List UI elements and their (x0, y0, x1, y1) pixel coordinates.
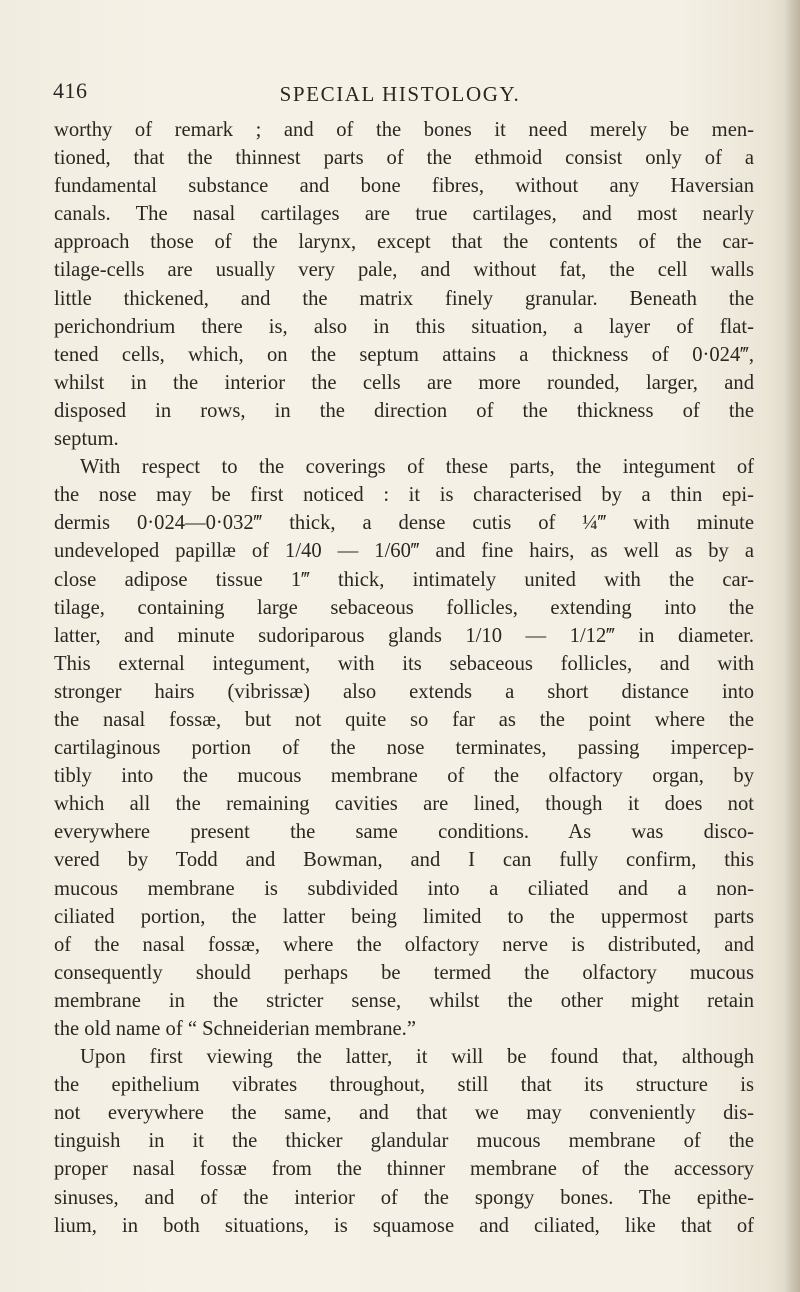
text-line: With respect to the coverings of these parts, the integument of (80, 456, 754, 479)
text-line: mucous membrane is subdivided into a ciliated and a non- (54, 877, 754, 900)
text-line: tilage-cells are usually very pale, and without fat, the cell walls (54, 259, 754, 282)
body-text (54, 116, 754, 1240)
text-line: everywhere present the same conditions. As was disco- (54, 821, 754, 844)
text-line: not everywhere the same, and that we may conveniently dis- (54, 1102, 754, 1125)
text-line: perichondrium there is, also in this situation, a layer of flat- (54, 315, 754, 338)
text-line: consequently should perhaps be termed the olfactory mucous (54, 961, 754, 984)
text-line: stronger hairs (vibrissæ) also extends a short distance into (54, 680, 754, 703)
text-line: undeveloped papillæ of 1/40 — 1/60‴ and fine hairs, as well as by a (54, 540, 754, 563)
text-line: lium, in both situations, is squamose and ciliated, like that of (54, 1214, 754, 1237)
text-line: whilst in the interior the cells are more rounded, larger, and (54, 371, 754, 394)
text-line: worthy of remark ; and of the bones it need merely be men- (54, 119, 754, 141)
text-line: dermis 0·024—0·032‴ thick, a dense cutis of ¼‴ with minute (54, 512, 754, 535)
page-header (0, 78, 800, 108)
text-line: tilage, containing large sebaceous follicles, extending into the (54, 596, 754, 619)
text-line: tioned, that the thinnest parts of the ethmoid consist only of a (54, 147, 754, 170)
text-line: fundamental substance and bone fibres, without any Haversian (54, 175, 754, 198)
text-line: ciliated portion, the latter being limited to the uppermost parts (54, 905, 754, 928)
text-line: Upon first viewing the latter, it will be found that, although (80, 1046, 754, 1069)
text-line: canals. The nasal cartilages are true cartilages, and most nearly (54, 203, 754, 226)
page-number: 416 (53, 78, 88, 103)
text-line: which all the remaining cavities are lined, though it does not (54, 793, 754, 816)
text-line: cartilaginous portion of the nose terminates, passing impercep- (54, 737, 754, 760)
text-line: membrane in the stricter sense, whilst the other might retain (54, 989, 754, 1012)
running-head: SPECIAL HISTOLOGY. (279, 82, 521, 106)
text-line: the nose may be first noticed : it is characterised by a thin epi- (54, 484, 754, 507)
text-line: This external integument, with its sebaceous follicles, and with (54, 652, 754, 675)
text-line: tinguish in it the thicker glandular mucous membrane of the (54, 1130, 754, 1153)
text-line: close adipose tissue 1‴ thick, intimately united with the car- (54, 568, 754, 591)
text-line: the old name of “ Schneiderian membrane.” (54, 1018, 416, 1040)
text-line: tened cells, which, on the septum attains a thickness of 0·024‴, (54, 343, 754, 366)
text-line: tibly into the mucous membrane of the olfactory organ, by (54, 765, 754, 788)
text-line: septum. (54, 428, 119, 451)
text-line: vered by Todd and Bowman, and I can fully confirm, this (54, 849, 754, 872)
text-line: of the nasal fossæ, where the olfactory nerve is distributed, and (54, 933, 754, 956)
text-line: approach those of the larynx, except that the contents of the car- (54, 231, 754, 254)
text-line: sinuses, and of the interior of the spongy bones. The epithe- (54, 1186, 754, 1209)
text-line: proper nasal fossæ from the thinner membrane of the accessory (54, 1158, 754, 1181)
text-line: disposed in rows, in the direction of the thickness of the (54, 399, 754, 422)
text-line: little thickened, and the matrix finely granular. Beneath the (54, 287, 754, 310)
text-line: latter, and minute sudoriparous glands 1/10 — 1/12‴ in diameter. (54, 624, 754, 647)
page-edge (784, 0, 800, 1292)
text-line: the nasal fossæ, but not quite so far as the point where the (54, 708, 754, 731)
text-line: the epithelium vibrates throughout, still that its structure is (54, 1074, 754, 1097)
